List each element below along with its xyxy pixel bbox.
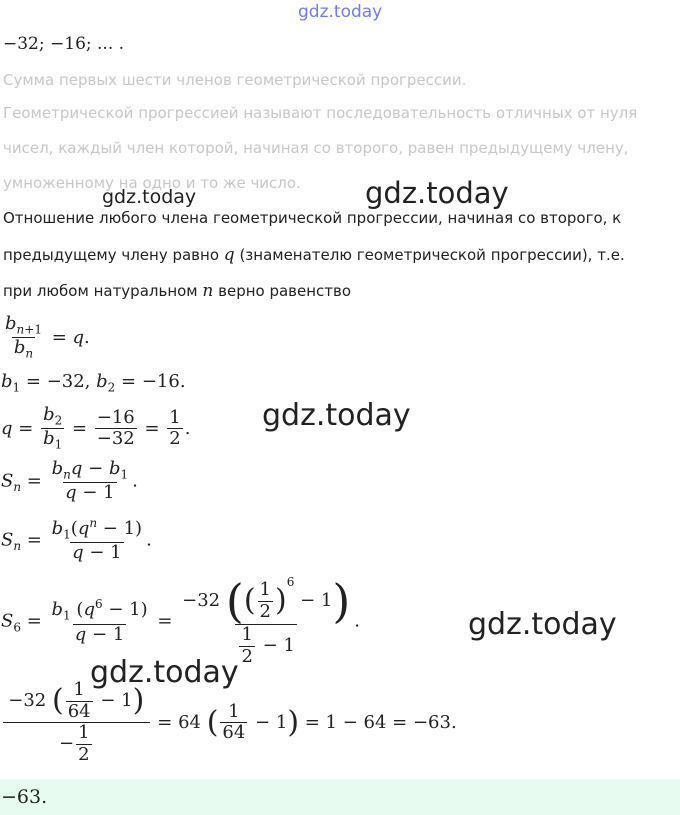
answer-value: −63.	[1, 786, 48, 808]
ratio-line-2: предыдущему члену равно q (знаменателю геометрической прогрессии), т.е.	[3, 245, 625, 265]
ratio-line-1: Отношение любого члена геометрической прогрессии, начиная со второго, к	[3, 209, 622, 227]
sequence-text: −32; −16; ... .	[3, 34, 125, 54]
task-text: Сумма первых шести членов геометрической прогрессии.	[3, 71, 467, 89]
watermark-2: gdz.today	[365, 176, 509, 210]
formula-terms: $b_1 = -32$, $b_2 = -16$.	[1, 371, 186, 395]
formula-s6: $S_6$ = $\frac{b_1 (q^6 - 1)}{q - 1}$ = −32 (( $\frac{1}{2}$ )$^6$ − 1) $\frac{1}{2}$ − 1 .	[1, 574, 361, 667]
formula-ratio: $\frac{b_{n+1}}{b_n}$ = q.	[5, 313, 90, 361]
watermark-1: gdz.today	[102, 186, 197, 208]
answer-band	[0, 779, 680, 815]
formula-sum-2: $S_n$ = $\frac{b_1(q^n - 1)}{q - 1}$ .	[1, 516, 152, 564]
watermark-5: gdz.today	[90, 655, 239, 690]
definition-line-1: Геометрической прогрессией называют последовательность отличных от нуля	[3, 104, 638, 122]
definition-line-3: умноженному на одно и то же число.	[3, 174, 301, 192]
formula-final: −32 ( $\frac{1}{64}$ − 1) − $\frac{1}{2}$ = 64 ( $\frac{1}{64}$ − 1) = 1 − 64 = −63.	[1, 680, 457, 766]
definition-line-2: чисел, каждый член которой, начиная со второго, равен предыдущему члену,	[3, 139, 629, 157]
ratio-line-3: при любом натуральном n верно равенство	[3, 281, 352, 301]
watermark-4: gdz.today	[468, 607, 617, 642]
watermark-top: gdz.today	[298, 2, 383, 22]
formula-sum-1: $S_n$ = $\frac{b_nq - b_1}{q - 1}$ .	[1, 458, 138, 504]
formula-q: q = $\frac{b_2}{b_1}$ = $\frac{-16}{-32}$ = $\frac{1}{2}$ .	[1, 404, 191, 452]
watermark-3: gdz.today	[262, 398, 411, 433]
